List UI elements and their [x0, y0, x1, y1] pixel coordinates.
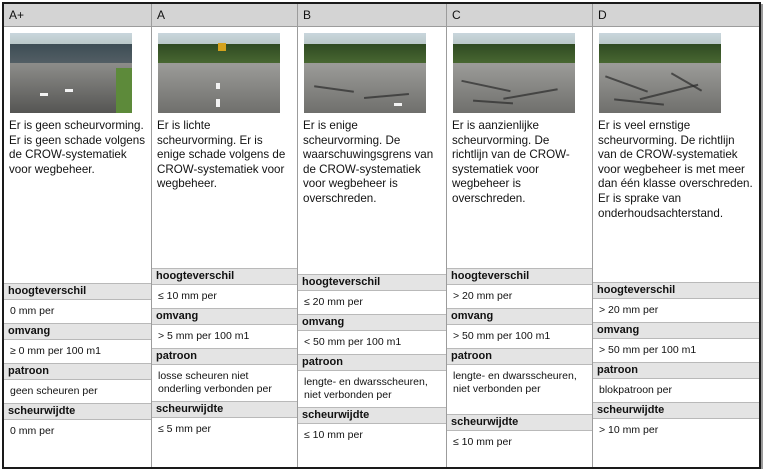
column-header: D	[593, 4, 759, 27]
column-a-plus	[4, 4, 152, 467]
prop-label-omvang: omvang	[593, 322, 759, 339]
prop-value-patroon: lengte- en dwarsscheuren, niet verbonden per	[304, 376, 428, 401]
prop-label-hoogteverschil: hoogteverschil	[152, 268, 297, 285]
prop-value-scheurwijdte: 0 mm per	[10, 425, 55, 437]
prop-value-hoogteverschil: ≤ 20 mm per	[304, 296, 363, 308]
prop-value-patroon: lengte- en dwarsscheuren, niet verbonden per	[453, 370, 577, 395]
prop-label-scheurwijdte: scheurwijdte	[298, 407, 446, 424]
prop-value-scheurwijdte: ≤ 10 mm per	[453, 436, 512, 448]
prop-label-patroon: patroon	[298, 354, 446, 371]
prop-label-scheurwijdte: scheurwijdte	[4, 403, 151, 420]
column-header: A	[152, 4, 297, 27]
prop-label-scheurwijdte: scheurwijdte	[593, 402, 759, 419]
prop-label-patroon: patroon	[447, 348, 592, 365]
prop-value-patroon: geen scheuren per	[10, 385, 98, 397]
prop-value-hoogteverschil: 0 mm per	[10, 305, 55, 317]
prop-label-scheurwijdte: scheurwijdte	[447, 414, 592, 431]
prop-value-omvang: < 50 mm per 100 m1	[304, 336, 402, 348]
column-a	[152, 4, 298, 467]
road-photo	[10, 33, 132, 113]
description: Er is lichte scheurvorming. Er is enige schade volgens de CROW-systematiek voor wegbeheer.	[157, 119, 286, 191]
prop-label-patroon: patroon	[4, 363, 151, 380]
prop-value-hoogteverschil: > 20 mm per	[453, 290, 513, 302]
road-photo	[304, 33, 426, 113]
prop-value-omvang: > 5 mm per 100 m1	[158, 330, 250, 342]
column-header: A+	[4, 4, 151, 27]
road-photo	[158, 33, 280, 113]
description: Er is geen scheurvorming. Er is geen schade volgens de CROW-systematiek voor wegbeheer.	[9, 119, 145, 176]
prop-value-patroon: blokpatroon per	[599, 384, 672, 396]
prop-label-omvang: omvang	[152, 308, 297, 325]
prop-label-omvang: omvang	[4, 323, 151, 340]
prop-value-omvang: > 50 mm per 100 m1	[453, 330, 551, 342]
column-b	[298, 4, 447, 467]
prop-value-hoogteverschil: > 20 mm per	[599, 304, 659, 316]
description: Er is enige scheurvorming. De waarschuwingsgrens van de CROW-systematiek voor wegbeheer is overschreden.	[303, 119, 434, 205]
description: Er is veel ernstige scheurvorming. De richtlijn van de CROW-systematiek voor wegbeheer is met meer dan één klasse overschreden. Er is sprake van onderhoudsachterstand.	[598, 119, 753, 220]
column-c	[447, 4, 593, 467]
prop-label-hoogteverschil: hoogteverschil	[593, 282, 759, 299]
prop-label-hoogteverschil: hoogteverschil	[298, 274, 446, 291]
road-photo	[453, 33, 575, 113]
column-d	[593, 4, 759, 467]
prop-label-hoogteverschil: hoogteverschil	[447, 268, 592, 285]
prop-value-scheurwijdte: > 10 mm per	[599, 424, 659, 436]
column-header: B	[298, 4, 446, 27]
prop-value-omvang: > 50 mm per 100 m1	[599, 344, 697, 356]
prop-value-omvang: ≥ 0 mm per 100 m1	[10, 345, 101, 357]
prop-label-patroon: patroon	[593, 362, 759, 379]
prop-label-omvang: omvang	[447, 308, 592, 325]
prop-value-scheurwijdte: ≤ 5 mm per	[158, 423, 212, 435]
prop-label-patroon: patroon	[152, 348, 297, 365]
column-header: C	[447, 4, 592, 27]
prop-label-omvang: omvang	[298, 314, 446, 331]
prop-label-hoogteverschil: hoogteverschil	[4, 283, 151, 300]
description: Er is aanzienlijke scheurvorming. De richtlijn van de CROW-systematiek voor wegbeheer is overschreden.	[452, 119, 570, 205]
prop-label-scheurwijdte: scheurwijdte	[152, 401, 297, 418]
classification-table	[2, 2, 761, 469]
road-photo	[599, 33, 721, 113]
prop-value-scheurwijdte: ≤ 10 mm per	[304, 429, 363, 441]
prop-value-hoogteverschil: ≤ 10 mm per	[158, 290, 217, 302]
prop-value-patroon: losse scheuren niet onderling verbonden per	[158, 370, 272, 395]
